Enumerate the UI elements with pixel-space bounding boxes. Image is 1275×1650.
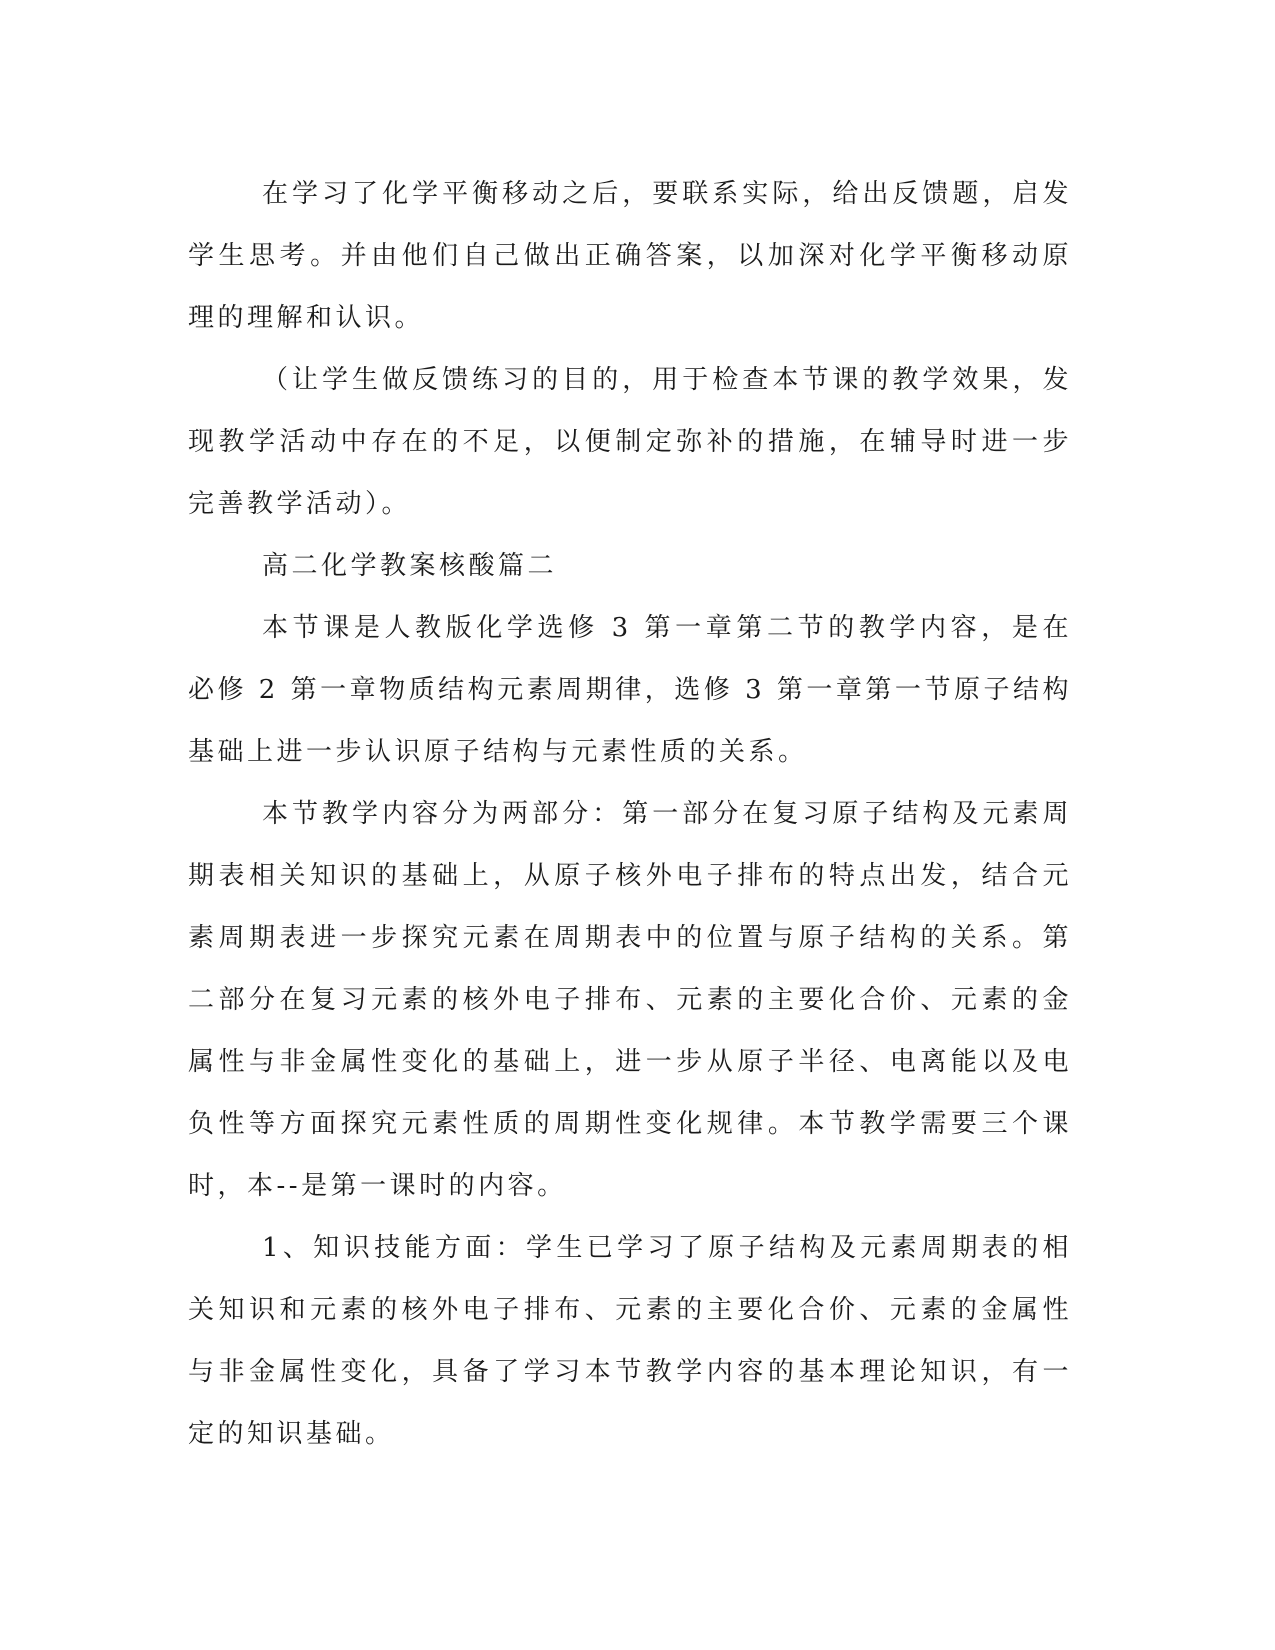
- document-body: [188, 163, 1072, 1465]
- paragraph-feedback-purpose: （让学生做反馈练习的目的，用于检查本节课的教学效果，发现教学活动中存在的不足，以便制定弥补的措施，在辅导时进一步完善教学活动）。: [188, 365, 1072, 519]
- paragraph-lesson-content: 本节教学内容分为两部分：第一部分在复习原子结构及元素周期表相关知识的基础上，从原子核外电子排布的特点出发，结合元素周期表进一步探究元素在周期表中的位置与原子结构的关系。第二部分在复习元素的核外电子排布、元素的主要化合价、元素的金属性与非金属性变化的基础上，进一步从原子半径、电离能以及电负性等方面探究元素性质的周期性变化规律。本节教学需要三个课时，本--是第一课时的内容。: [188, 799, 1072, 1201]
- paragraph-feedback-exercise: 在学习了化学平衡移动之后，要联系实际，给出反馈题，启发学生思考。并由他们自己做出正确答案，以加深对化学平衡移动原理的理解和认识。: [188, 179, 1072, 333]
- paragraph-lesson-position: 本节课是人教版化学选修 3 第一章第二节的教学内容，是在必修 2 第一章物质结构元素周期律，选修 3 第一章第一节原子结构基础上进一步认识原子结构与元素性质的关系。: [188, 613, 1072, 767]
- section-heading: 高二化学教案核酸篇二: [262, 551, 558, 581]
- paragraph-knowledge-skills: 1、知识技能方面：学生已学习了原子结构及元素周期表的相关知识和元素的核外电子排布、元素的主要化合价、元素的金属性与非金属性变化，具备了学习本节教学内容的基本理论知识，有一定的知识基础。: [188, 1233, 1072, 1449]
